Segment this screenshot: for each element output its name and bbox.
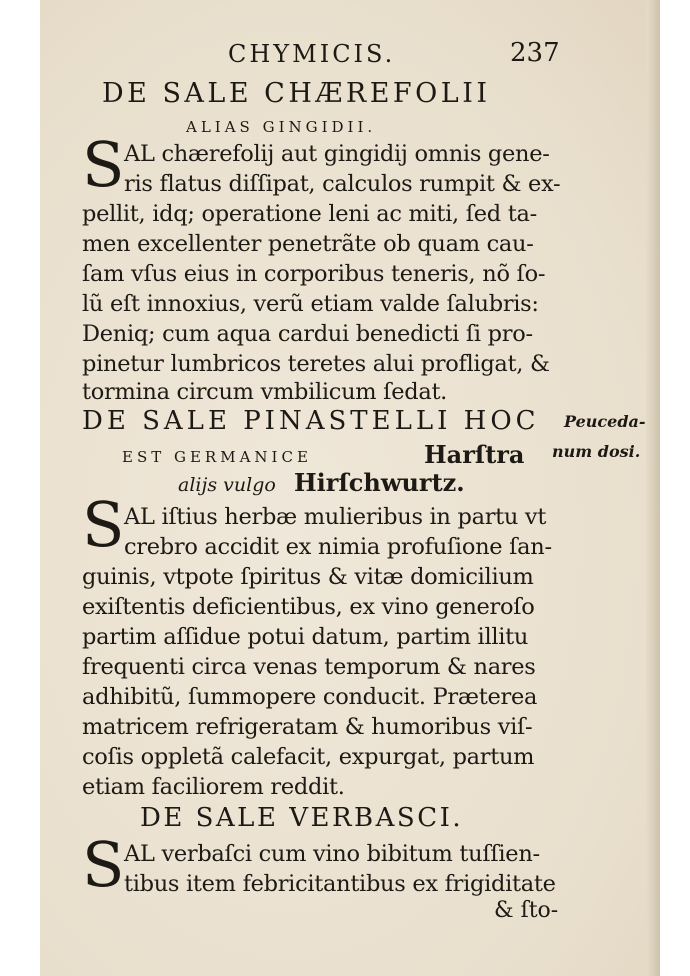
text-line: guinis, vtpote ſpiritus & vitæ domicilium [82,564,534,590]
margin-note: num dosi. [552,442,641,461]
book-page [40,0,660,976]
text-line: ſam vſus eius in corporibus teneris, nõ ſo- [82,261,546,287]
drop-cap-initial: S [82,828,125,901]
section-heading: DE SALE VERBASCI. [140,803,464,833]
fraktur-word: Hirſchwurtz. [294,468,465,497]
text-line: matricem refrigeratam & humoribus viſ- [82,714,533,740]
section-subheading: EST GERMANICE [122,448,312,466]
text-line: AL iſtius herbæ mulieribus in partu vt [124,504,547,530]
section-heading: DE SALE PINASTELLI HOC [82,406,540,436]
text-line: coſis oppletã calefacit, expurgat, partum [82,744,535,770]
text-line: crebro accidit ex nimia profuſione ſan- [124,534,552,560]
margin-note: Peuceda- [564,412,646,431]
section-heading: DE SALE CHÆREFOLII [102,78,491,109]
text-line: pellit, idq; operatione leni ac miti, ſed ta- [82,201,537,227]
text-line: Deniq; cum aqua cardui benedicti ſi pro- [82,321,533,347]
text-line: etiam faciliorem reddit. [82,774,345,800]
page-header [40,36,660,76]
italic-text: alijs vulgo [178,474,276,496]
text-line: AL chærefolij aut gingidij omnis gene- [124,141,550,167]
text-line: tibus item febricitantibus ex frigiditate [124,871,556,897]
fraktur-word: Harſtra [424,440,525,469]
drop-cap-initial: S [82,128,125,201]
text-line: men excellenter penetrãte ob quam cau- [82,231,534,257]
text-line: exiſtentis deficientibus, ex vino generoſo [82,594,535,620]
text-line: AL verbaſci cum vino bibitum tuſſien- [124,841,540,867]
text-line: frequenti circa venas temporum & nares [82,654,536,680]
text-line: tormina circum vmbilicum ſedat. [82,379,448,405]
text-line: lũ eſt innoxius, verũ etiam valde ſalubris: [82,291,539,317]
text-line: pinetur lumbricos teretes alui profligat, & [82,351,550,377]
running-head: CHYMICIS. [228,40,396,68]
section-subheading: ALIAS GINGIDII. [186,118,377,136]
page-gutter-shadow [646,0,660,976]
text-line: adhibitũ, ſummopere conducit. Præterea [82,684,538,710]
text-line: ris flatus diſſipat, calculos rumpit & ex- [124,171,561,197]
catchword: & ſto- [494,898,559,923]
page-number: 237 [510,38,560,68]
drop-cap-initial: S [82,488,125,561]
text-line: partim aſſidue potui datum, partim illitu [82,624,529,650]
